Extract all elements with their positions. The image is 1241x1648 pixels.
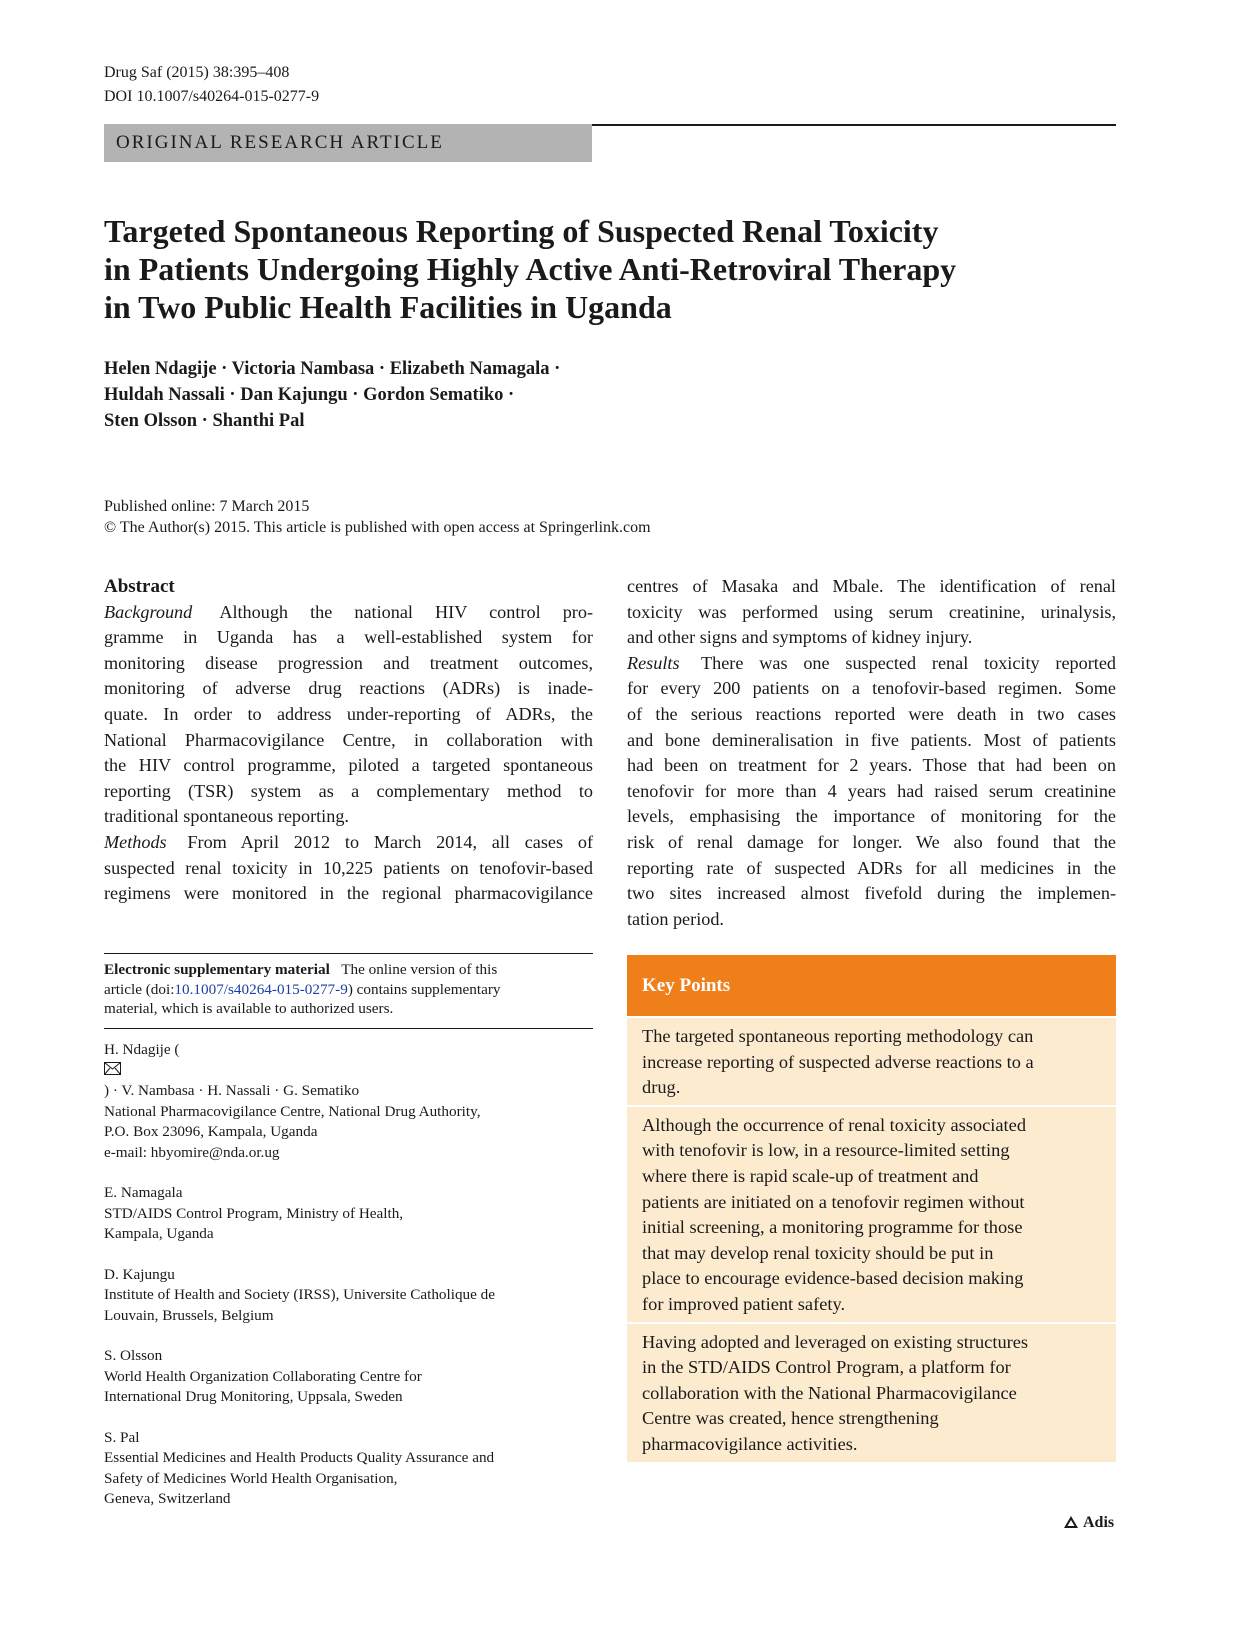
abstract-text: and bone demineralisation in five patients. Most of patients: [627, 729, 1116, 750]
envelope-icon: [104, 1061, 593, 1082]
abstract-text: reporting rate of suspected ADRs for all medicines in the: [627, 857, 1116, 878]
affiliation-olsson: [104, 1346, 593, 1408]
key-point-item: [627, 1324, 1116, 1462]
abstract-text: reporting (TSR) system as a complementary method to: [104, 780, 593, 801]
title-line: Targeted Spontaneous Reporting of Suspected Renal Toxicity: [104, 213, 939, 249]
abstract-heading: Abstract: [104, 576, 175, 597]
title-line: in Two Public Health Facilities in Uganda: [104, 289, 672, 325]
abstract-text: monitoring disease progression and treatment outcomes,: [104, 652, 593, 673]
abstract-text: From April 2012 to March 2014, all cases of: [187, 831, 594, 852]
author-line: Helen Ndagije · Victoria Nambasa · Elizabeth Namagala ·: [104, 359, 561, 379]
author-line: Huldah Nassali · Dan Kajungu · Gordon Sematiko ·: [104, 385, 515, 405]
abstract-line: [627, 676, 1116, 702]
key-point-line: collaboration with the National Pharmacovigilance: [642, 1382, 1017, 1403]
key-point-line: in the STD/AIDS Control Program, a platform for: [642, 1357, 1011, 1378]
abstract-text: traditional spontaneous reporting.: [104, 806, 349, 827]
esm-label: Electronic supplementary material: [104, 961, 330, 978]
abstract-left-text: [104, 600, 593, 907]
affiliation-line: Essential Medicines and Health Products Quality Assurance and: [104, 1449, 495, 1466]
abstract-text: regimens were monitored in the regional pharmacovigilance: [104, 883, 593, 904]
abstract-text: the HIV control programme, piloted a targeted spontaneous: [104, 755, 593, 776]
section-label: Methods: [104, 831, 167, 852]
affiliation-line: Institute of Health and Society (IRSS), Universite Catholique de: [104, 1286, 496, 1303]
abstract-line: [627, 881, 1116, 907]
adis-triangle-icon: [1063, 1514, 1083, 1531]
abstract-line: [104, 651, 593, 677]
abstract-text: two sites increased almost fivefold during the implemen-: [627, 883, 1116, 904]
abstract-line: [104, 728, 593, 754]
footnote-rule: [104, 1028, 593, 1029]
key-point-line: Having adopted and leveraged on existing structures: [642, 1331, 1029, 1352]
abstract-line: [104, 856, 593, 882]
abstract-text: Although the national HIV control pro-: [219, 601, 594, 622]
abstract-line: [627, 753, 1116, 779]
abstract-line: [627, 625, 1116, 651]
section-label: Background: [104, 601, 193, 622]
abstract-line: [627, 830, 1116, 856]
affiliation-pal: [104, 1428, 593, 1510]
esm-line: [104, 960, 593, 980]
affiliation-line: International Drug Monitoring, Uppsala, Sweden: [104, 1388, 403, 1405]
key-points-list: [627, 1018, 1116, 1462]
abstract-line: [104, 600, 593, 626]
key-point-item: [627, 1107, 1116, 1322]
abstract-right-text: [627, 574, 1116, 932]
key-point-line: with tenofovir is low, in a resource-limited setting: [642, 1140, 1010, 1161]
key-point-line: initial screening, a monitoring programme for those: [642, 1217, 1023, 1238]
abstract-line: [627, 804, 1116, 830]
key-point-line: Centre was created, hence strengthening: [642, 1408, 939, 1429]
abstract-line: [104, 779, 593, 805]
esm-text: article (doi:: [104, 980, 175, 998]
esm-line: material, which is available to authorized users.: [104, 1000, 394, 1017]
affiliation-line: Kampala, Uganda: [104, 1225, 214, 1242]
key-points-heading: Key Points: [627, 955, 1116, 1016]
abstract-line: [104, 804, 593, 830]
abstract-text: suspected renal toxicity in 10,225 patients on tenofovir-based: [104, 857, 593, 878]
header-rule: [592, 124, 1116, 126]
publisher-logo: [1063, 1512, 1114, 1534]
affiliation-line: E. Namagala: [104, 1184, 183, 1201]
affiliation-line: D. Kajungu: [104, 1265, 175, 1283]
affiliation-namagala: [104, 1183, 593, 1245]
abstract-line: [104, 625, 593, 651]
abstract-text: centres of Masaka and Mbale. The identification of renal: [627, 576, 1116, 596]
abstract-line: [627, 779, 1116, 805]
abstract-text: levels, emphasising the importance of monitoring for the: [627, 806, 1116, 827]
abstract-line: [627, 702, 1116, 728]
title-line: in Patients Undergoing Highly Active Anti-Retroviral Therapy: [104, 251, 957, 287]
abstract-line: [104, 676, 593, 702]
abstract-text: National Pharmacovigilance Centre, in collaboration with: [104, 729, 593, 750]
abstract-right-column: [627, 574, 1116, 932]
article-type-banner: ORIGINAL RESEARCH ARTICLE: [104, 124, 592, 162]
affiliation-line: Geneva, Switzerland: [104, 1490, 231, 1507]
affiliation-ndagije: [104, 1040, 593, 1163]
abstract-line: [104, 753, 593, 779]
abstract-text: and other signs and symptoms of kidney injury.: [627, 627, 973, 648]
abstract-line: [627, 574, 1116, 600]
affiliation-line: Louvain, Brussels, Belgium: [104, 1306, 274, 1324]
abstract-text: risk of renal damage for longer. We also found that the: [627, 831, 1116, 852]
abstract-text: had been on treatment for 2 years. Those that had been on: [627, 755, 1116, 776]
doi-link[interactable]: 10.1007/s40264-015-0277-9: [174, 980, 348, 998]
affiliations: [104, 1040, 593, 1530]
key-point-item: [627, 1018, 1116, 1105]
abstract-line: [627, 600, 1116, 626]
publication-info: [104, 496, 651, 538]
abstract-line: [627, 651, 1116, 677]
esm-text: ) contains supplementary: [347, 980, 501, 998]
footnote-rule: [104, 953, 593, 954]
affiliation-line: STD/AIDS Control Program, Ministry of Health,: [104, 1204, 404, 1222]
author-list: [104, 356, 804, 434]
abstract-text: of the serious reactions reported were death in two cases: [627, 703, 1116, 724]
email-address[interactable]: e-mail: hbyomire@nda.or.ug: [104, 1143, 280, 1161]
affiliation-line: P.O. Box 23096, Kampala, Uganda: [104, 1123, 318, 1140]
key-point-line: increase reporting of suspected adverse reactions to a: [642, 1051, 1034, 1072]
affiliation-line: World Health Organization Collaborating Centre for: [104, 1367, 422, 1385]
abstract-text: gramme in Uganda has a well-established system for: [104, 627, 593, 648]
affiliation-line: National Pharmacovigilance Centre, National Drug Authority,: [104, 1102, 481, 1120]
abstract-line: [104, 881, 593, 907]
journal-citation: Drug Saf (2015) 38:395–408: [104, 64, 290, 81]
key-point-line: that may develop renal toxicity should be put in: [642, 1242, 994, 1263]
abstract-text: quate. In order to address under-reporting of ADRs, the: [104, 703, 593, 724]
esm-line: [104, 980, 593, 1000]
abstract-text: toxicity was performed using serum creatinine, urinalysis,: [627, 601, 1116, 622]
section-label: Results: [627, 652, 680, 673]
key-point-line: Although the occurrence of renal toxicity associated: [642, 1114, 1027, 1135]
journal-doi: DOI 10.1007/s40264-015-0277-9: [104, 88, 320, 105]
supplementary-note: [104, 960, 593, 1019]
abstract-text: tation period.: [627, 908, 724, 929]
affiliation-kajungu: [104, 1265, 593, 1327]
publisher-name: Adis: [1083, 1514, 1115, 1531]
abstract-left-column: [104, 574, 593, 907]
abstract-text: tenofovir for more than 4 years had raised serum creatinine: [627, 780, 1116, 801]
abstract-line: [104, 702, 593, 728]
affiliation-line: [104, 1040, 593, 1102]
affiliation-line: S. Olsson: [104, 1347, 163, 1364]
co-authors: ) · V. Nambasa · H. Nassali · G. Sematiko: [104, 1082, 360, 1099]
key-point-line: The targeted spontaneous reporting methodology can: [642, 1026, 1034, 1046]
key-point-line: pharmacovigilance activities.: [642, 1433, 858, 1454]
key-point-line: place to encourage evidence-based decision making: [642, 1268, 1024, 1289]
abstract-line: [627, 907, 1116, 933]
abstract-line: [627, 728, 1116, 754]
author-line: Sten Olsson · Shanthi Pal: [104, 411, 305, 431]
affiliation-line: Safety of Medicines World Health Organisation,: [104, 1469, 398, 1487]
abstract-text: monitoring of adverse drug reactions (ADRs) is inade-: [104, 678, 593, 699]
abstract-text: There was one suspected renal toxicity reported: [701, 652, 1117, 673]
author-name: H. Ndagije (: [104, 1041, 180, 1058]
key-points-box: [627, 955, 1116, 1462]
abstract-line: [104, 830, 593, 856]
affiliation-line: S. Pal: [104, 1428, 140, 1446]
key-point-line: drug.: [642, 1077, 681, 1098]
abstract-text: for every 200 patients on a tenofovir-based regimen. Some: [627, 678, 1116, 699]
key-point-line: for improved patient safety.: [642, 1293, 846, 1314]
published-date: Published online: 7 March 2015: [104, 498, 310, 515]
key-point-line: patients are initiated on a tenofovir regimen without: [642, 1191, 1025, 1212]
key-point-line: where there is rapid scale-up of treatment and: [642, 1165, 979, 1186]
abstract-line: [627, 856, 1116, 882]
article-title: [104, 212, 1064, 326]
esm-text: The online version of this: [341, 961, 498, 978]
copyright-notice: © The Author(s) 2015. This article is published with open access at Springerlink.com: [104, 519, 651, 536]
